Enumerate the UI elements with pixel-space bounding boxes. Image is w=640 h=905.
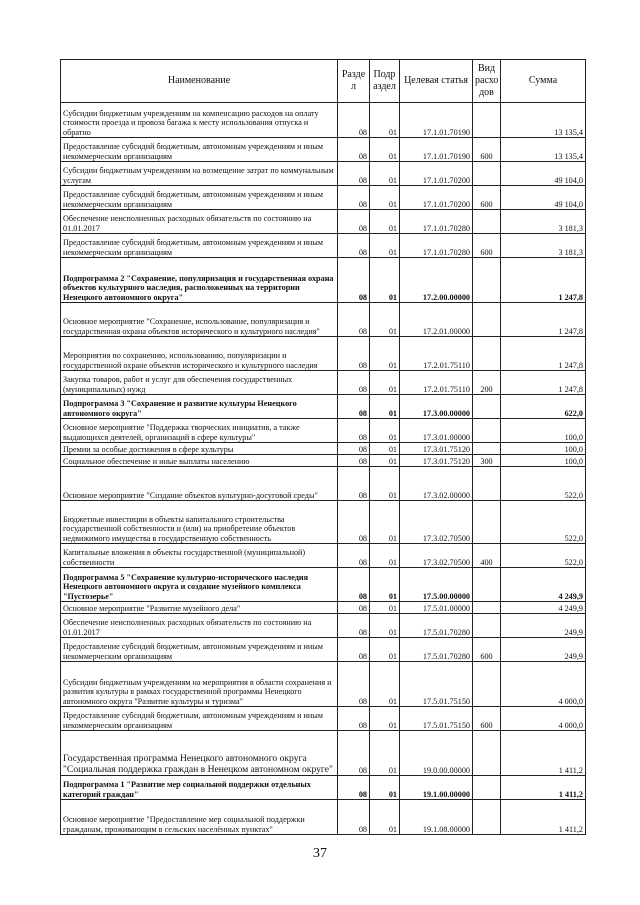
row-subsection: 01 — [370, 501, 400, 544]
row-section: 08 — [338, 186, 370, 210]
row-section: 08 — [338, 258, 370, 303]
row-target: 17.1.01.70200 — [400, 162, 473, 186]
header-name: Наименование — [61, 60, 338, 103]
row-amount: 522,0 — [501, 501, 586, 544]
row-subsection: 01 — [370, 210, 400, 234]
row-target: 17.5.01.70280 — [400, 614, 473, 638]
table-row — [61, 731, 586, 776]
row-name: Основное мероприятие "Поддержка творческих инициатив, а также выдающихся деятелей, организаций в сфере культуры" — [61, 419, 338, 443]
row-amount: 100,0 — [501, 443, 586, 455]
row-amount: 1 247,8 — [501, 303, 586, 337]
row-target: 19.1.08.00000 — [400, 800, 473, 835]
row-name: Мероприятия по сохранению, использованию, популяризации и государственной охране объектов исторического и культурного наследия — [61, 337, 338, 371]
table-body — [61, 103, 586, 835]
table-row — [61, 614, 586, 638]
row-subsection: 01 — [370, 568, 400, 602]
row-subsection: 01 — [370, 614, 400, 638]
row-kind — [473, 602, 501, 614]
table-row — [61, 662, 586, 707]
row-section: 08 — [338, 210, 370, 234]
row-amount: 100,0 — [501, 455, 586, 467]
header-amount: Сумма — [501, 60, 586, 103]
row-kind: 600 — [473, 707, 501, 731]
row-target: 17.5.01.70280 — [400, 638, 473, 662]
table-row — [61, 103, 586, 138]
row-section: 08 — [338, 467, 370, 501]
row-amount: 13 135,4 — [501, 103, 586, 138]
row-amount: 3 181,3 — [501, 234, 586, 258]
row-kind — [473, 800, 501, 835]
row-subsection: 01 — [370, 258, 400, 303]
row-name: Предоставление субсидий бюджетным, автономным учреждениям и иным некоммерческим организациям — [61, 138, 338, 162]
row-target: 19.0.00.00000 — [400, 731, 473, 776]
row-target: 17.2.01.75110 — [400, 337, 473, 371]
row-kind: 200 — [473, 371, 501, 395]
row-kind — [473, 662, 501, 707]
row-amount: 100,0 — [501, 419, 586, 443]
row-kind — [473, 467, 501, 501]
row-amount: 4 000,0 — [501, 662, 586, 707]
page-number: 37 — [313, 846, 327, 861]
row-subsection: 01 — [370, 303, 400, 337]
row-kind — [473, 210, 501, 234]
budget-table — [60, 59, 586, 835]
row-subsection: 01 — [370, 395, 400, 419]
row-section: 08 — [338, 419, 370, 443]
row-section: 08 — [338, 162, 370, 186]
table-row — [61, 467, 586, 501]
row-section: 08 — [338, 138, 370, 162]
row-amount: 49 104,0 — [501, 186, 586, 210]
row-name: Подпрограмма 1 "Развитие мер социальной поддержки отдельных категорий граждан" — [61, 776, 338, 800]
row-amount: 522,0 — [501, 467, 586, 501]
table-row — [61, 186, 586, 210]
table-row — [61, 544, 586, 568]
row-target: 17.1.01.70200 — [400, 186, 473, 210]
header-subsection: Подр аздел — [370, 60, 400, 103]
row-target: 17.1.01.70280 — [400, 210, 473, 234]
row-name: Субсидии бюджетным учреждениям на возмещение затрат по коммунальным услугам — [61, 162, 338, 186]
table-row — [61, 303, 586, 337]
row-target: 17.3.01.00000 — [400, 419, 473, 443]
row-subsection: 01 — [370, 776, 400, 800]
row-kind — [473, 419, 501, 443]
row-section: 08 — [338, 303, 370, 337]
row-target: 17.3.00.00000 — [400, 395, 473, 419]
row-section: 08 — [338, 443, 370, 455]
row-section: 08 — [338, 371, 370, 395]
row-name: Закупка товаров, работ и услуг для обеспечения государственных (муниципальных) нужд — [61, 371, 338, 395]
row-section: 08 — [338, 501, 370, 544]
row-subsection: 01 — [370, 162, 400, 186]
table-row — [61, 337, 586, 371]
row-kind: 300 — [473, 455, 501, 467]
row-section: 08 — [338, 602, 370, 614]
row-amount: 1 247,8 — [501, 371, 586, 395]
row-amount: 49 104,0 — [501, 162, 586, 186]
row-subsection: 01 — [370, 707, 400, 731]
table-row — [61, 568, 586, 602]
row-target: 17.2.01.00000 — [400, 303, 473, 337]
row-amount: 1 411,2 — [501, 731, 586, 776]
row-name: Основное мероприятие "Развитие музейного дела" — [61, 602, 338, 614]
row-subsection: 01 — [370, 602, 400, 614]
row-subsection: 01 — [370, 662, 400, 707]
row-section: 08 — [338, 776, 370, 800]
row-amount: 249,9 — [501, 638, 586, 662]
row-target: 17.1.01.70280 — [400, 234, 473, 258]
row-subsection: 01 — [370, 731, 400, 776]
row-target: 17.1.01.70190 — [400, 103, 473, 138]
table-row — [61, 162, 586, 186]
row-section: 08 — [338, 544, 370, 568]
row-amount: 4 249,9 — [501, 568, 586, 602]
table-row — [61, 258, 586, 303]
row-target: 19.1.00.00000 — [400, 776, 473, 800]
row-kind: 600 — [473, 234, 501, 258]
table-row — [61, 800, 586, 835]
row-subsection: 01 — [370, 800, 400, 835]
row-target: 17.3.02.00000 — [400, 467, 473, 501]
row-section: 08 — [338, 234, 370, 258]
row-name: Социальное обеспечение и иные выплаты населению — [61, 455, 338, 467]
row-subsection: 01 — [370, 455, 400, 467]
row-kind — [473, 443, 501, 455]
row-section: 08 — [338, 731, 370, 776]
row-kind — [473, 337, 501, 371]
row-name: Подпрограмма 2 "Сохранение, популяризация и государственная охрана объектов культурного наследия, расположенных на территории Ненецкого автономного округа" — [61, 258, 338, 303]
row-name: Основное мероприятие "Создание объектов культурно-досуговой среды" — [61, 467, 338, 501]
row-target: 17.5.01.75150 — [400, 707, 473, 731]
row-kind — [473, 501, 501, 544]
row-amount: 1 247,8 — [501, 337, 586, 371]
row-amount: 4 249,9 — [501, 602, 586, 614]
table-row — [61, 776, 586, 800]
row-subsection: 01 — [370, 419, 400, 443]
row-name: Предоставление субсидий бюджетным, автономным учреждениям и иным некоммерческим организациям — [61, 186, 338, 210]
row-subsection: 01 — [370, 138, 400, 162]
row-target: 17.3.01.75120 — [400, 443, 473, 455]
row-name: Бюджетные инвестиции в объекты капитального строительства государственной собственности и (или) на приобретение объектов недвижимого имущества в государственную собственность — [61, 501, 338, 544]
row-section: 08 — [338, 662, 370, 707]
row-amount: 4 000,0 — [501, 707, 586, 731]
row-section: 08 — [338, 455, 370, 467]
row-name: Предоставление субсидий бюджетным, автономным учреждениям и иным некоммерческим организациям — [61, 638, 338, 662]
row-kind: 600 — [473, 138, 501, 162]
row-name: Подпрограмма 3 "Сохранение и развитие культуры Ненецкого автономного округа" — [61, 395, 338, 419]
row-section: 08 — [338, 103, 370, 138]
row-subsection: 01 — [370, 234, 400, 258]
row-kind: 600 — [473, 638, 501, 662]
table-row — [61, 371, 586, 395]
table-row — [61, 501, 586, 544]
table-row — [61, 638, 586, 662]
row-name: Капитальные вложения в объекты государственной (муниципальной) собственности — [61, 544, 338, 568]
row-target: 17.5.01.75150 — [400, 662, 473, 707]
row-kind — [473, 258, 501, 303]
row-kind — [473, 776, 501, 800]
row-target: 17.1.01.70190 — [400, 138, 473, 162]
row-section: 08 — [338, 337, 370, 371]
row-section: 08 — [338, 707, 370, 731]
row-amount: 3 181,3 — [501, 210, 586, 234]
row-kind — [473, 303, 501, 337]
row-target: 17.2.01.75110 — [400, 371, 473, 395]
row-amount: 13 135,4 — [501, 138, 586, 162]
table-row — [61, 443, 586, 455]
row-amount: 622,0 — [501, 395, 586, 419]
row-name: Основное мероприятие "Предоставление мер социальной поддержки гражданам, проживающим в сельских населённых пунктах" — [61, 800, 338, 835]
row-amount: 522,0 — [501, 544, 586, 568]
row-kind — [473, 162, 501, 186]
row-name: Предоставление субсидий бюджетным, автономным учреждениям и иным некоммерческим организациям — [61, 234, 338, 258]
row-kind — [473, 568, 501, 602]
row-section: 08 — [338, 800, 370, 835]
row-name: Обеспечение неисполненных расходных обязательств по состоянию на 01.01.2017 — [61, 210, 338, 234]
row-section: 08 — [338, 638, 370, 662]
row-name: Предоставление субсидий бюджетным, автономным учреждениям и иным некоммерческим организациям — [61, 707, 338, 731]
table-row — [61, 602, 586, 614]
row-kind: 400 — [473, 544, 501, 568]
row-subsection: 01 — [370, 103, 400, 138]
row-amount: 249,9 — [501, 614, 586, 638]
table-row — [61, 707, 586, 731]
row-subsection: 01 — [370, 544, 400, 568]
row-target: 17.3.02.70500 — [400, 501, 473, 544]
table-row — [61, 455, 586, 467]
row-name: Субсидии бюджетным учреждениям на мероприятия в области сохранения и развития культуры в рамках государственной программы Ненецкого автономного округа "Развитие культуры и туризма" — [61, 662, 338, 707]
row-name: Субсидии бюджетным учреждениям на компенсацию расходов на оплату стоимости проезда и провоза багажа к месту использования отпуска и обратно — [61, 103, 338, 138]
row-subsection: 01 — [370, 467, 400, 501]
row-name: Основное мероприятие "Сохранение, использование, популяризация и государственная охрана объектов исторического и культурного наследия" — [61, 303, 338, 337]
row-section: 08 — [338, 568, 370, 602]
table-row — [61, 395, 586, 419]
row-target: 17.2.00.00000 — [400, 258, 473, 303]
row-name: Подпрограмма 5 "Сохранение культурно-исторического наследия Ненецкого автономного округа и создание музейного комплекса "Пустозерье" — [61, 568, 338, 602]
row-amount: 1 411,2 — [501, 800, 586, 835]
row-amount: 1 247,8 — [501, 258, 586, 303]
row-section: 08 — [338, 395, 370, 419]
row-target: 17.3.02.70500 — [400, 544, 473, 568]
table-row — [61, 210, 586, 234]
table-row — [61, 234, 586, 258]
row-kind — [473, 731, 501, 776]
row-subsection: 01 — [370, 443, 400, 455]
row-subsection: 01 — [370, 186, 400, 210]
table-row — [61, 419, 586, 443]
row-amount: 1 411,2 — [501, 776, 586, 800]
row-subsection: 01 — [370, 638, 400, 662]
header-target: Целевая статья — [400, 60, 473, 103]
row-subsection: 01 — [370, 337, 400, 371]
row-name: Премии за особые достижения в сфере культуры — [61, 443, 338, 455]
table-header-row — [61, 60, 586, 103]
row-subsection: 01 — [370, 371, 400, 395]
row-target: 17.3.01.75120 — [400, 455, 473, 467]
row-section: 08 — [338, 614, 370, 638]
header-section: Разде л — [338, 60, 370, 103]
row-kind — [473, 395, 501, 419]
row-kind — [473, 103, 501, 138]
row-name: Обеспечение неисполненных расходных обязательств по состоянию на 01.01.2017 — [61, 614, 338, 638]
row-kind — [473, 614, 501, 638]
header-kind: Вид расхо дов — [473, 60, 501, 103]
row-kind: 600 — [473, 186, 501, 210]
row-target: 17.5.00.00000 — [400, 568, 473, 602]
row-target: 17.5.01.00000 — [400, 602, 473, 614]
table-row — [61, 138, 586, 162]
row-name: Государственная программа Ненецкого автономного округа "Социальная поддержка граждан в Ненецком автономном округе" — [61, 731, 338, 776]
